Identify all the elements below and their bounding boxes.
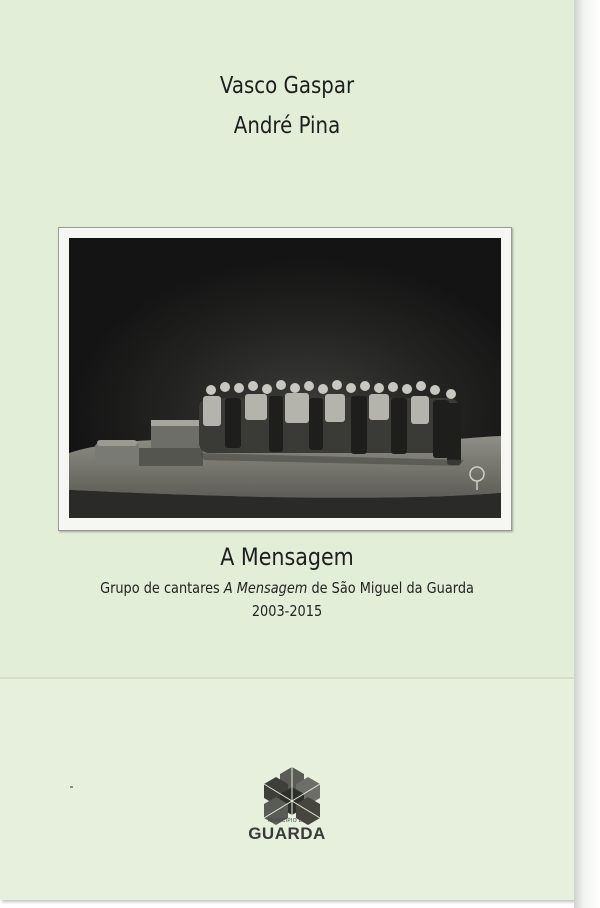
book-title: A Mensagem bbox=[220, 543, 354, 571]
book-years: 2003-2015 bbox=[251, 602, 323, 620]
page-edge bbox=[574, 0, 600, 908]
logo-caption: MUNICÍPIO DA bbox=[267, 818, 307, 824]
paper-speck bbox=[70, 786, 73, 788]
authors bbox=[40, 66, 534, 146]
book-subtitle bbox=[40, 578, 534, 598]
author-2: André Pina bbox=[233, 113, 341, 139]
cover-photo-frame bbox=[58, 227, 512, 531]
subtitle-suffix: de São Miguel da Guarda bbox=[307, 579, 474, 597]
logo-name: GUARDA bbox=[248, 824, 326, 843]
subtitle-italic: A Mensagem bbox=[223, 579, 308, 597]
subtitle-prefix: Grupo de cantares bbox=[100, 579, 224, 597]
author-1: Vasco Gaspar bbox=[219, 73, 355, 99]
cover-photo bbox=[69, 238, 501, 518]
